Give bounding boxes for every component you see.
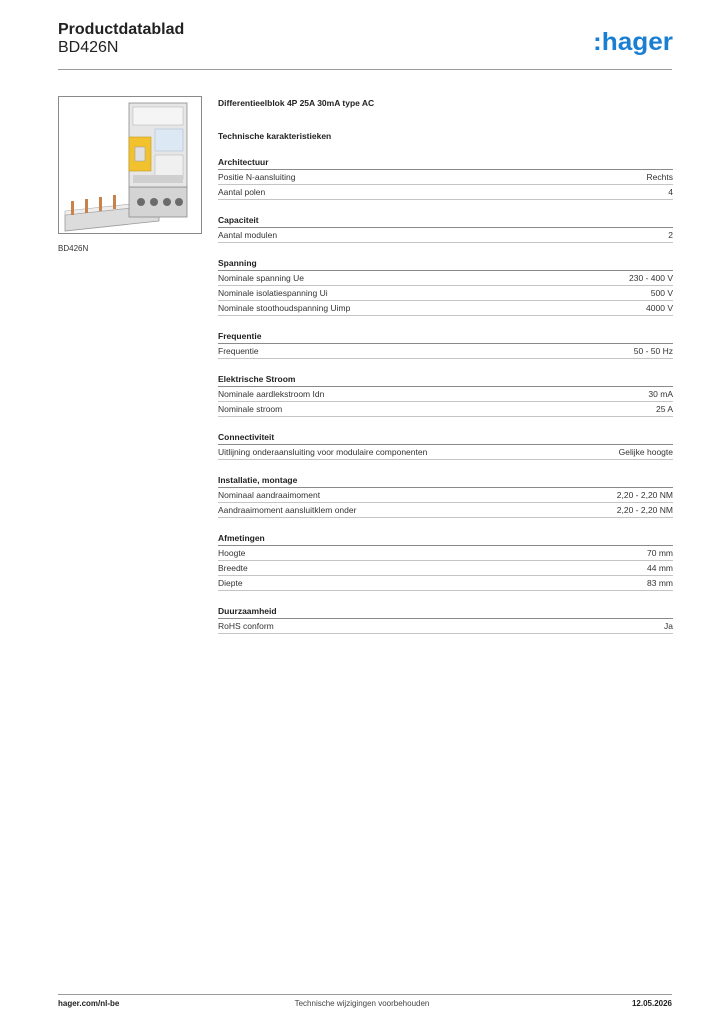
section-title: Afmetingen	[218, 532, 673, 546]
spec-row	[218, 488, 673, 503]
spec-value: 30 mA	[648, 389, 673, 399]
image-caption: BD426N	[58, 244, 89, 253]
spec-label: Nominale stroom	[218, 404, 283, 414]
spec-label: Nominale spanning Ue	[218, 273, 304, 283]
spec-value: 2,20 - 2,20 NM	[616, 490, 673, 500]
spec-label: Breedte	[218, 563, 248, 573]
spec-section	[218, 214, 673, 243]
spec-section	[218, 532, 673, 591]
product-photo-illustration	[59, 97, 201, 233]
spec-row	[218, 576, 673, 591]
spec-value: 4000 V	[646, 303, 673, 313]
spec-value: 4	[668, 187, 673, 197]
spec-row	[218, 286, 673, 301]
footer-date: 12.05.2026	[631, 999, 672, 1008]
spec-row	[218, 387, 673, 402]
spec-value: 2,20 - 2,20 NM	[616, 505, 673, 515]
spec-row	[218, 271, 673, 286]
spec-row	[218, 619, 673, 634]
spec-sections	[218, 156, 673, 634]
specifications	[218, 97, 673, 634]
spec-row	[218, 301, 673, 316]
page-title: Productdatablad	[58, 21, 185, 38]
footer-notice: Technische wijzigingen voorbehouden	[294, 999, 430, 1008]
spec-label: Uitlijning onderaansluiting voor modulaire componenten	[218, 447, 428, 457]
spec-section	[218, 373, 673, 417]
spec-value: Rechts	[646, 172, 673, 182]
header-divider	[58, 69, 672, 70]
spec-value: 70 mm	[647, 548, 673, 558]
spec-value: 2	[668, 230, 673, 240]
spec-value: 50 - 50 Hz	[633, 346, 673, 356]
spec-row	[218, 402, 673, 417]
spec-section	[218, 605, 673, 634]
footer-website: hager.com/nl-be	[58, 999, 120, 1008]
technical-heading: Technische karakteristieken	[218, 131, 332, 141]
spec-section	[218, 330, 673, 359]
footer-divider	[58, 994, 672, 995]
spec-label: RoHS conform	[218, 621, 274, 631]
spec-value: 83 mm	[647, 578, 673, 588]
spec-row	[218, 185, 673, 200]
section-title: Spanning	[218, 257, 673, 271]
spec-row	[218, 445, 673, 460]
spec-section	[218, 156, 673, 200]
spec-row	[218, 170, 673, 185]
spec-value: 25 A	[655, 404, 673, 414]
section-title: Installatie, montage	[218, 474, 673, 488]
spec-value: Gelijke hoogte	[618, 447, 673, 457]
spec-label: Frequentie	[218, 346, 259, 356]
spec-label: Nominale aardlekstroom Idn	[218, 389, 325, 399]
product-name: Differentieelblok 4P 25A 30mA type AC	[218, 98, 375, 108]
spec-value: Ja	[664, 621, 673, 631]
section-title: Duurzaamheid	[218, 605, 673, 619]
spec-label: Aandraaimoment aansluitklem onder	[218, 505, 357, 515]
spec-section	[218, 474, 673, 518]
spec-row	[218, 546, 673, 561]
section-title: Frequentie	[218, 330, 673, 344]
spec-label: Aantal polen	[218, 187, 266, 197]
spec-label: Nominaal aandraaimoment	[218, 490, 321, 500]
spec-value: 500 V	[650, 288, 673, 298]
spec-label: Diepte	[218, 578, 243, 588]
svg-text::hager: :hager	[593, 28, 673, 56]
spec-label: Nominale stoothoudspanning Uimp	[218, 303, 351, 313]
spec-row	[218, 344, 673, 359]
spec-value: 230 - 400 V	[629, 273, 673, 283]
spec-row	[218, 228, 673, 243]
spec-label: Aantal modulen	[218, 230, 278, 240]
spec-section	[218, 257, 673, 316]
spec-label: Positie N-aansluiting	[218, 172, 296, 182]
spec-row	[218, 561, 673, 576]
spec-label: Nominale isolatiespanning Ui	[218, 288, 328, 298]
spec-value: 44 mm	[647, 563, 673, 573]
section-title: Elektrische Stroom	[218, 373, 673, 387]
spec-section	[218, 431, 673, 460]
section-title: Capaciteit	[218, 214, 673, 228]
product-code: BD426N	[58, 39, 119, 56]
product-image	[58, 96, 202, 234]
spec-row	[218, 503, 673, 518]
section-title: Architectuur	[218, 156, 673, 170]
hager-logo	[593, 28, 673, 56]
section-title: Connectiviteit	[218, 431, 673, 445]
spec-label: Hoogte	[218, 548, 246, 558]
